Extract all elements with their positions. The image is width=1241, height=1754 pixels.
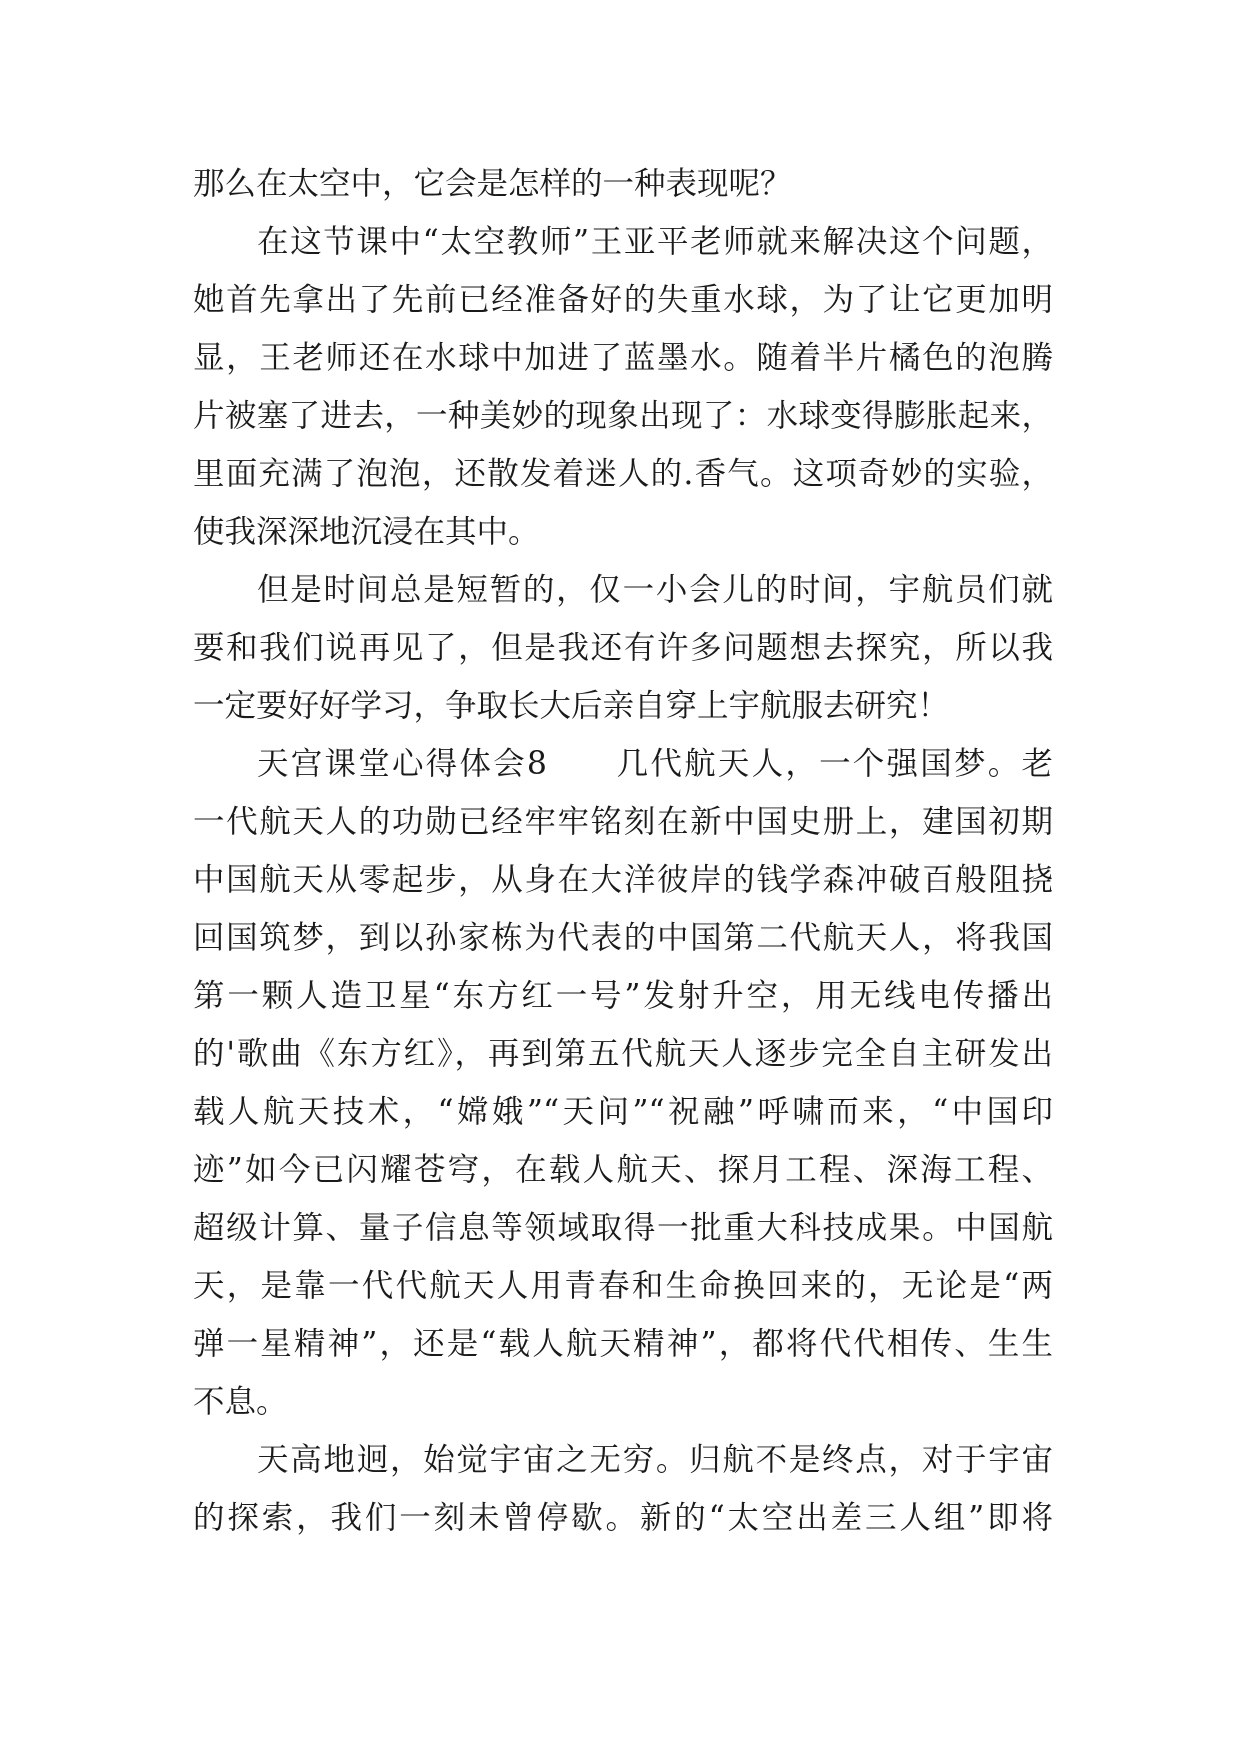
text-line: 天，是靠一代代航天人用青春和生命换回来的，无论是“两 — [193, 1268, 1053, 1304]
paragraph-4 — [193, 735, 1053, 1431]
text-line: 第一颗人造卫星“东方红一号”发射升空，用无线电传播出 — [193, 978, 1053, 1014]
text-line: 天高地迥，始觉宇宙之无穷。归航不是终点，对于宇宙 — [257, 1442, 1053, 1478]
text-line: 一代航天人的功勋已经牢牢铭刻在新中国史册上，建国初期 — [193, 804, 1053, 840]
document-body — [193, 155, 1053, 1547]
text-line: 里面充满了泡泡，还散发着迷人的.香气。这项奇妙的实验， — [193, 456, 1053, 492]
paragraph-5 — [193, 1431, 1053, 1547]
paragraph-2 — [193, 213, 1053, 561]
text-line: 中国航天从零起步，从身在大洋彼岸的钱学森冲破百般阻挠 — [193, 862, 1053, 898]
text-line: 但是时间总是短暂的，仅一小会儿的时间，宇航员们就 — [257, 572, 1053, 608]
paragraph-3 — [193, 561, 1053, 735]
text-line: 要和我们说再见了，但是我还有许多问题想去探究，所以我 — [193, 630, 1053, 666]
text-line: 她首先拿出了先前已经准备好的失重水球，为了让它更加明 — [193, 282, 1053, 318]
text-line: 片被塞了进去，一种美妙的现象出现了：水球变得膨胀起来， — [193, 398, 1053, 434]
paragraph-1 — [193, 155, 1053, 213]
text-line: 在这节课中“太空教师”王亚平老师就来解决这个问题， — [257, 224, 1053, 260]
text-line: 的探索，我们一刻未曾停歇。新的“太空出差三人组”即将 — [193, 1500, 1053, 1536]
text-line: 迹”如今已闪耀苍穹，在载人航天、探月工程、深海工程、 — [193, 1152, 1053, 1188]
text-line: 一定要好好学习，争取长大后亲自穿上宇航服去研究！ — [193, 688, 950, 724]
text-line: 载人航天技术，“嫦娥”“天问”“祝融”呼啸而来，“中国印 — [193, 1094, 1053, 1130]
text-line: 天宫课堂心得体会8 几代航天人，一个强国梦。老 — [257, 746, 1053, 782]
text-line: 超级计算、量子信息等领域取得一批重大科技成果。中国航 — [193, 1210, 1053, 1246]
text-line: 使我深深地沉浸在其中。 — [193, 514, 540, 550]
text-line: 那么在太空中，它会是怎样的一种表现呢？ — [193, 166, 792, 202]
text-line: 显，王老师还在水球中加进了蓝墨水。随着半片橘色的泡腾 — [193, 340, 1053, 376]
text-line: 的'歌曲《东方红》，再到第五代航天人逐步完全自主研发出 — [193, 1036, 1053, 1072]
text-line: 弹一星精神”，还是“载人航天精神”，都将代代相传、生生 — [193, 1326, 1053, 1362]
text-line: 回国筑梦，到以孙家栋为代表的中国第二代航天人，将我国 — [193, 920, 1053, 956]
text-line: 不息。 — [193, 1384, 288, 1420]
